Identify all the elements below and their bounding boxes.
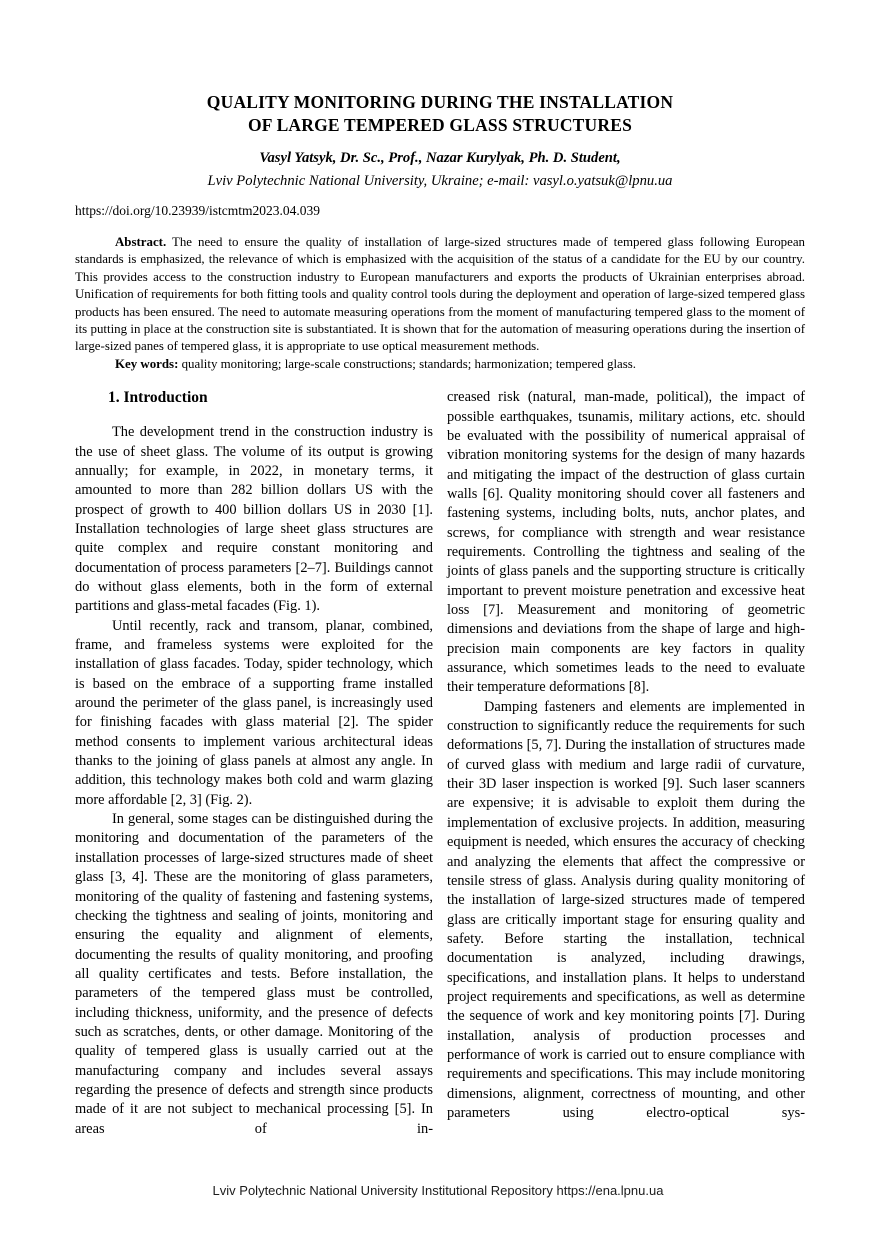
page-content — [75, 0, 805, 1139]
keywords-label: Key words: — [115, 356, 179, 371]
abstract-block — [75, 234, 805, 373]
abstract-text: The need to ensure the quality of installation of large-sized structures made of tempered glass following European standards is emphasized, the relevance of which is emphasized with the acquisition of the status of a candidate for the EU by our country. This provides access to the construction industry to European manufacturers and exports the products of Ukrainian enterprises abroad. Unification of requirements for both fitting tools and quality control tools during the deployment and operation of large-sized tempered glass products has been ensured. The need to automate measuring operations from the moment of manufacturing tempered glass to the moment of its putting in place at the construction site is substantiated. It is shown that for the automation of measuring operations during the insertion of large-sized panes of tempered glass, it is appropriate to use optical measurement methods. — [75, 235, 805, 354]
affiliation-line: Lviv Polytechnic National University, Ukraine; e-mail: vasyl.o.yatsuk@lpnu.ua — [207, 173, 673, 189]
section-heading-introduction: 1. Introduction — [108, 389, 208, 407]
intro-paragraph-3-continued: creased risk (natural, man-made, political), the impact of possible earthquakes, tsunamis, military actions, etc. should be evaluated with the possibility of numerical appraisal of vibration monitoring systems for the design of many hazards and mitigating the impact of the destruction of glass curtain walls [6]. Quality monitoring should cover all fasteners and fastening systems, including bolts, nuts, anchor plates, and screws, for compliance with strength and wear resistance requirements. Controlling the tightness and sealing of the joints of glass panels and the supporting structure is critically important to prevent moisture penetration and excessive heat loss [7]. Measurement and monitoring of geometric dimensions and deviations from the shape of large and high-precision main components are key factors in quality assurance, which sometimes leads to the need to evaluate their temperature deformations [8]. — [447, 389, 805, 696]
doi-text: https://doi.org/10.23939/istcmtm2023.04.039 — [75, 203, 321, 218]
intro-paragraph-1: The development trend in the construction industry is the use of sheet glass. The volume of its output is growing annually; for example, in 2022, in monetary terms, it amounted to more than 282 billion dollars US with the prospect of growth to 400 billion dollars US in 2030 [1]. Installation technologies of large sheet glass structures are quite complex and require constant monitoring and documentation of process parameters [2–7]. Buildings cannot do without glass elements, both in the form of external partitions and glass-metal facades (Fig. 1). — [75, 424, 433, 615]
keywords-paragraph — [75, 356, 805, 373]
authors-line: Vasyl Yatsyk, Dr. Sc., Prof., Nazar Kurylyak, Ph. D. Student, — [259, 150, 621, 166]
paper-title — [75, 91, 805, 137]
two-column-body — [75, 388, 805, 1139]
paper-title-line-2: OF LARGE TEMPERED GLASS STRUCTURES — [247, 115, 633, 135]
intro-left-column — [75, 388, 433, 1139]
keywords-text: quality monitoring; large-scale constructions; standards; harmonization; tempered glass. — [178, 356, 636, 371]
masthead — [75, 0, 805, 219]
abstract-paragraph — [75, 234, 805, 356]
intro-paragraph-4: Damping fasteners and elements are implemented in construction to significantly reduce the requirements for such deformations [5, 7]. During the installation of structures made of curved glass with medium and large radii of curvature, their 3D laser inspection is worked [9]. Such laser scanners are expensive; it is advisable to exploit them during the implementation of exclusive projects. In addition, measuring equipment is needed, which ensures the accuracy of checking and analyzing the elements that affect the compressive or tensile stress of glass. Analysis during quality monitoring of the installation of large-sized structures made of tempered glass are critically important stage for ensuring quality and safety. Before starting the installation, technical documentation is analyzed, including drawings, specifications, and installation plans. It helps to understand project requirements and specifications, as well as determine the sequence of work and key monitoring points [7]. During installation, analysis of production processes and performance of work is carried out to ensure compliance with requirements and specifications. This may include monitoring dimensions, alignment, correctness of mounting, and other parameters using electro-optical sys- — [447, 698, 805, 1121]
intro-paragraph-3: In general, some stages can be distinguished during the monitoring and documentation of the parameters of the installation processes of large-sized structures made of sheet glass [3, 4]. These are the monitoring of glass parameters, monitoring of the quality of fastening and fastening systems, checking the tightness and sealing of joints, monitoring and ensuring the equality and alignment of elements, documenting the results of quality monitoring, and proofing all quality certificates and tests. Before installation, the parameters of the tempered glass must be controlled, including thickness, uniformity, and the presence of defects such as scratches, dents, or other damage. Monitoring of the quality of tempered glass is usually carried out at the manufacturing company and includes several assays regarding the presence of defects and strength since products made of it are not subject to mechanical processing [5]. In areas of in- — [75, 811, 433, 1137]
intro-right-column — [447, 388, 805, 1139]
repository-footer-text: Lviv Polytechnic National University Institutional Repository https://ena.lpnu.ua — [212, 1183, 664, 1198]
paper-title-line-1: QUALITY MONITORING DURING THE INSTALLATION — [206, 92, 674, 112]
abstract-label: Abstract. — [115, 235, 167, 249]
intro-paragraph-2: Until recently, rack and transom, planar, combined, frame, and frameless systems were exploited for the installation of glass facades. Today, spider technology, which is based on the embrace of a supporting frame installed around the perimeter of the glass panel, is increasingly used for finishing facades with glass material [2]. The spider method consents to implement various architectural ideas thanks to the joining of glass panels at almost any angle. In addition, this technology makes both cold and warm glazing more affordable [2, 3] (Fig. 2). — [75, 617, 433, 808]
